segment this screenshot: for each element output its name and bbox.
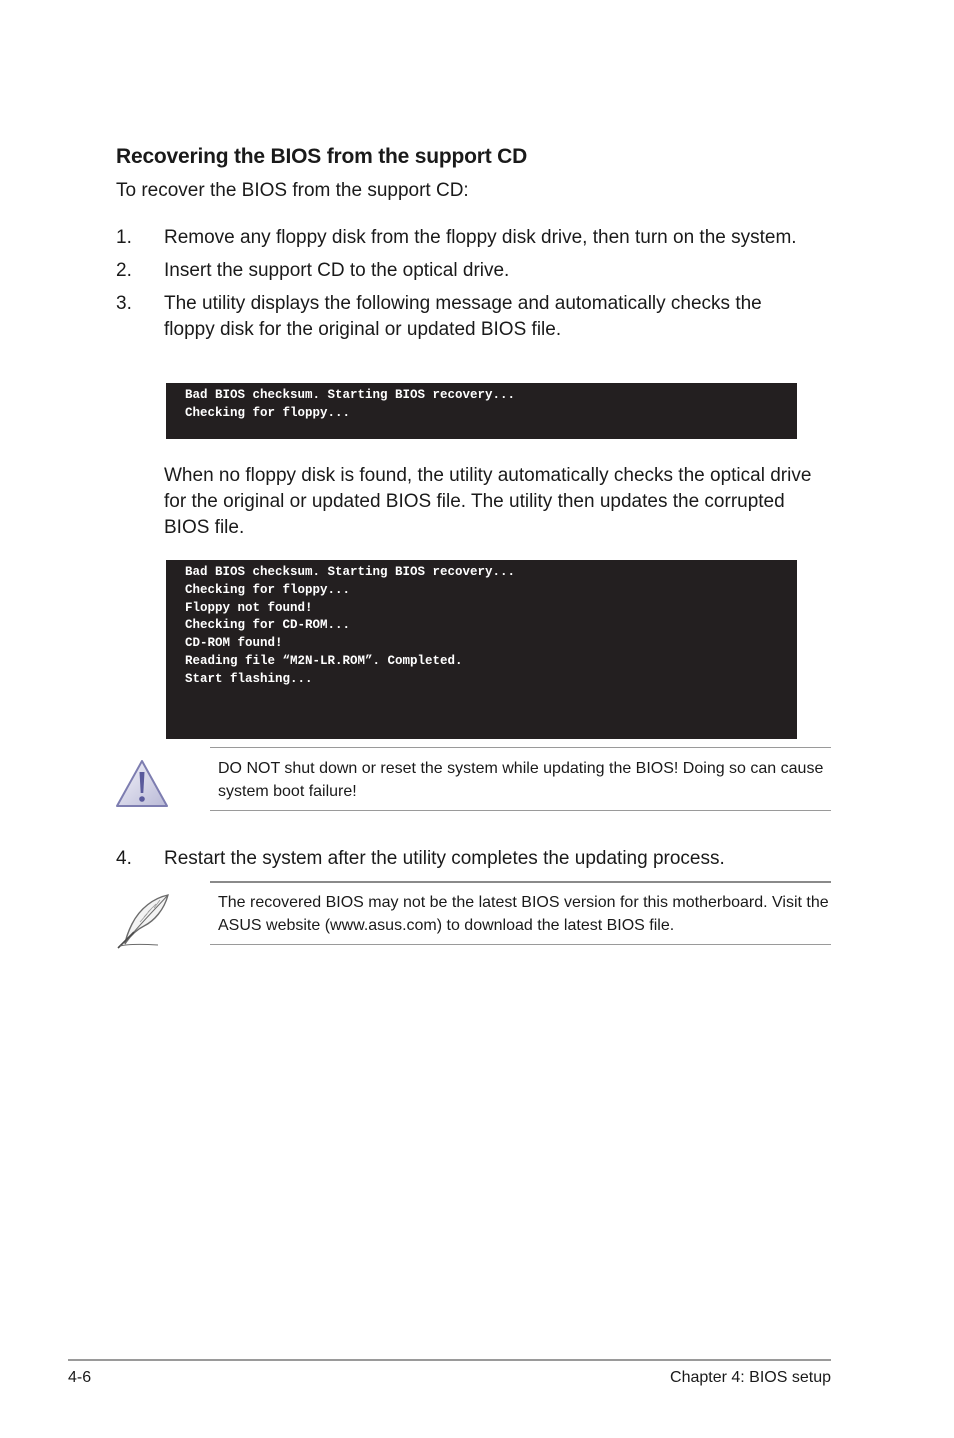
console-line: Floppy not found!	[185, 600, 313, 615]
section-heading: Recovering the BIOS from the support CD	[116, 145, 528, 168]
step-number: 3.	[116, 293, 132, 314]
console-line: Reading file “M2N-LR.ROM”. Completed.	[185, 653, 463, 668]
step-number: 2.	[116, 260, 132, 281]
warning-callout	[210, 747, 831, 811]
body-paragraph: When no floppy disk is found, the utility automatically checks the optical drive for the original or updated BIOS file. The utility then updates the corrupted BIOS file.	[164, 465, 812, 538]
step-text: The utility displays the following message and automatically checks the floppy disk for the original or updated BIOS file.	[164, 293, 762, 340]
step-number: 1.	[116, 227, 132, 248]
console-line: Bad BIOS checksum. Starting BIOS recovery...	[185, 565, 516, 579]
chapter-title: Chapter 4: BIOS setup	[670, 1369, 831, 1386]
console-line: Checking for floppy...	[185, 405, 351, 420]
note-text: The recovered BIOS may not be the latest BIOS version for this motherboard. Visit the ASUS website (www.asus.com) to download the latest BIOS file.	[218, 894, 829, 934]
console-screen-floppy-check	[166, 383, 797, 439]
note-callout	[210, 881, 831, 945]
feather-pen-icon	[114, 892, 172, 955]
step-number: 4.	[116, 848, 132, 869]
console-line: Checking for CD-ROM...	[185, 618, 351, 633]
step-text: Remove any floppy disk from the floppy disk drive, then turn on the system.	[164, 227, 797, 248]
console-line: Checking for floppy...	[185, 582, 351, 597]
console-line: Start flashing...	[185, 671, 313, 686]
intro-text: To recover the BIOS from the support CD:	[116, 180, 469, 201]
page-number: 4-6	[68, 1369, 92, 1386]
console-screen-cd-recovery	[166, 560, 797, 739]
step-text: Insert the support CD to the optical drive.	[164, 260, 510, 281]
console-line: CD-ROM found!	[185, 636, 283, 651]
warning-text: DO NOT shut down or reset the system while updating the BIOS! Doing so can cause system boot failure!	[218, 760, 824, 800]
console-line: Bad BIOS checksum. Starting BIOS recovery...	[185, 388, 516, 402]
footer-divider	[68, 1359, 831, 1361]
step-text: Restart the system after the utility completes the updating process.	[164, 848, 725, 869]
warning-triangle-icon	[114, 758, 170, 815]
